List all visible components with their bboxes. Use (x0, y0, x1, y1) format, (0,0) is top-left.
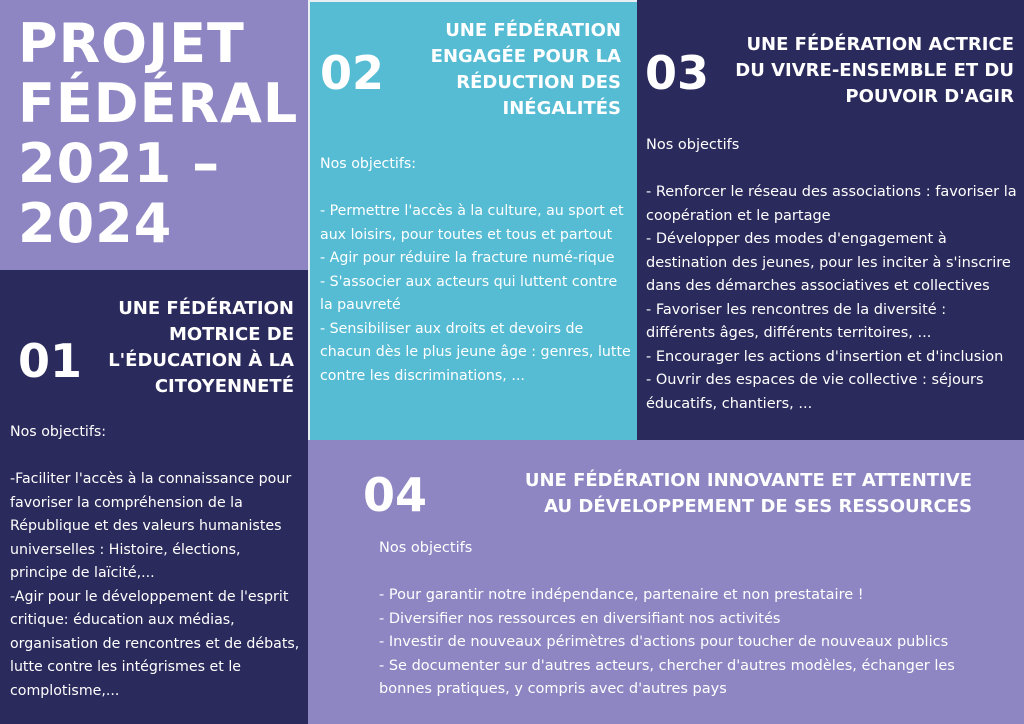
section-01-number: 01 (18, 334, 83, 388)
list-item: - S'associer aux acteurs qui luttent contre la pauvreté (320, 273, 618, 313)
list-item: - Agir pour réduire la fracture numé-rique (320, 250, 615, 266)
section-02-heading: UNE FÉDÉRATION ENGAGÉE POUR LA RÉDUCTION DES INÉGALITÉS (430, 20, 621, 119)
section-01-heading: UNE FÉDÉRATION MOTRICE DE L'ÉDUCATION À LA CITOYENNETÉ (108, 298, 294, 397)
title-panel (0, 0, 308, 270)
section-04-heading: UNE FÉDÉRATION INNOVANTE ET ATTENTIVE AU DÉVELOPPEMENT DE SES RESSOURCES (524, 470, 972, 517)
list-item: - Développer des modes d'engagement à destination des jeunes, pour les inciter à s'inscrire dans des démarches associatives et collectives (646, 231, 1011, 294)
list-item: - Ouvrir des espaces de vie collective : séjours éducatifs, chantiers, ... (646, 372, 984, 412)
list-item: - Investir de nouveaux périmètres d'actions pour toucher de nouveaux publics (379, 634, 949, 650)
section-04-panel (308, 440, 1024, 724)
section-01-panel (0, 270, 308, 724)
section-02-objectives-label: Nos objectifs: (320, 156, 417, 172)
section-04-body (379, 537, 989, 702)
section-04-number: 04 (363, 468, 428, 522)
section-01-body (10, 421, 302, 703)
section-02-objectives-list (320, 200, 632, 388)
section-02-body (320, 153, 632, 388)
list-item: -Faciliter l'accès à la connaissance pour favoriser la compréhension de la République et des valeurs humanistes universelles : Histoire, élections, principe de laïcité,... (10, 471, 292, 581)
section-03-objectives-list (646, 181, 1018, 416)
list-item: - Sensibiliser aux droits et devoirs de chacun dès le plus jeune âge : genres, lutte contre les discriminations, ... (320, 320, 631, 384)
list-item: - Encourager les actions d'insertion et d'inclusion (646, 348, 1004, 365)
section-02-number: 02 (320, 46, 385, 100)
list-item: - Favoriser les rencontres de la diversité : différents âges, différents territoires, ... (646, 301, 947, 341)
section-03-panel (637, 0, 1024, 440)
list-item: - Pour garantir notre indépendance, partenaire et non prestataire ! (379, 587, 864, 603)
section-03-objectives-label: Nos objectifs (646, 137, 740, 153)
page-title: PROJET FÉDÉRAL 2021 – 2024 (18, 12, 299, 255)
list-item: -Agir pour le développement de l'esprit critique: éducation aux médias, organisation de rencontres et de débats, lutte contre les intégrismes et le complotisme,... (10, 588, 300, 699)
section-04-objectives-list (379, 584, 989, 702)
list-item: - Se documenter sur d'autres acteurs, chercher d'autres modèles, échanger les bonnes pratiques, y compris avec d'autres pays (379, 657, 955, 697)
section-02-panel (308, 0, 637, 440)
section-03-heading: UNE FÉDÉRATION ACTRICE DU VIVRE-ENSEMBLE ET DU POUVOIR D'AGIR (735, 34, 1014, 107)
section-03-body (646, 134, 1018, 416)
list-item: - Permettre l'accès à la culture, au sport et aux loisirs, pour toutes et tous et partout (320, 203, 624, 243)
list-item: - Renforcer le réseau des associations : favoriser la coopération et le partage (646, 184, 1017, 224)
section-01-objectives-label: Nos objectifs: (10, 424, 107, 440)
section-04-objectives-label: Nos objectifs (379, 540, 473, 556)
section-03-number: 03 (645, 46, 710, 100)
list-item: - Diversifier nos ressources en diversifiant nos activités (379, 610, 781, 627)
section-01-objectives-list (10, 468, 302, 703)
